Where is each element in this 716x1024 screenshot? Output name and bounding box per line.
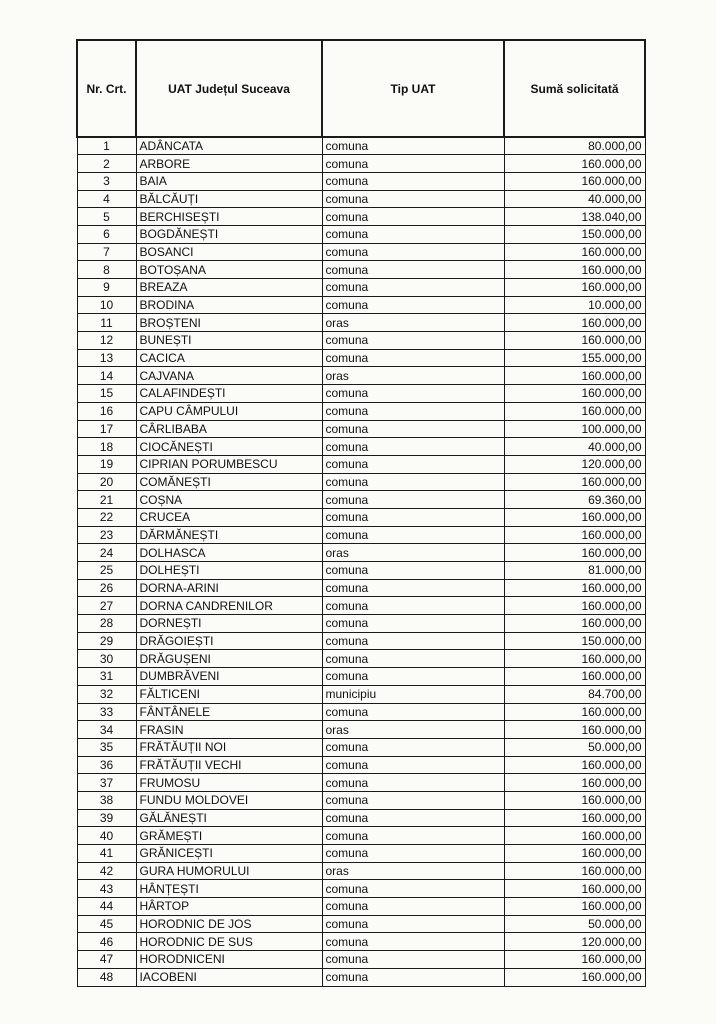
table-row [77,314,645,332]
cell-suma-solicitata: 160.000,00 [504,597,645,615]
cell-suma-solicitata: 160.000,00 [504,703,645,721]
cell-suma-solicitata: 160.000,00 [504,774,645,792]
table-row [77,491,645,509]
cell-suma-solicitata: 160.000,00 [504,791,645,809]
cell-tip-uat: comuna [322,615,504,633]
cell-tip-uat: comuna [322,703,504,721]
table-row [77,668,645,686]
cell-tip-uat: comuna [322,296,504,314]
cell-suma-solicitata: 160.000,00 [504,172,645,190]
cell-suma-solicitata: 80.000,00 [504,137,645,155]
cell-tip-uat: comuna [322,827,504,845]
cell-uat-name: CIPRIAN PORUMBESCU [136,455,322,473]
cell-uat-name: CAJVANA [136,367,322,385]
uat-table [76,39,646,987]
table-row [77,632,645,650]
cell-tip-uat: comuna [322,933,504,951]
cell-suma-solicitata: 160.000,00 [504,508,645,526]
cell-suma-solicitata: 160.000,00 [504,809,645,827]
cell-suma-solicitata: 50.000,00 [504,738,645,756]
cell-nr-crt: 16 [77,402,136,420]
cell-tip-uat: comuna [322,650,504,668]
cell-nr-crt: 41 [77,845,136,863]
cell-suma-solicitata: 10.000,00 [504,296,645,314]
cell-uat-name: HÂRTOP [136,898,322,916]
cell-tip-uat: comuna [322,845,504,863]
cell-nr-crt: 22 [77,508,136,526]
cell-uat-name: FRASIN [136,721,322,739]
cell-tip-uat: comuna [322,473,504,491]
cell-uat-name: HORODNIC DE SUS [136,933,322,951]
cell-nr-crt: 30 [77,650,136,668]
cell-uat-name: ADÂNCATA [136,137,322,155]
cell-suma-solicitata: 160.000,00 [504,155,645,173]
cell-nr-crt: 47 [77,951,136,969]
cell-tip-uat: oras [322,544,504,562]
cell-nr-crt: 9 [77,279,136,297]
cell-suma-solicitata: 120.000,00 [504,455,645,473]
cell-suma-solicitata: 160.000,00 [504,650,645,668]
cell-uat-name: BAIA [136,172,322,190]
cell-tip-uat: comuna [322,579,504,597]
cell-suma-solicitata: 160.000,00 [504,314,645,332]
cell-nr-crt: 48 [77,968,136,986]
cell-nr-crt: 28 [77,615,136,633]
cell-uat-name: HORODNIC DE JOS [136,915,322,933]
cell-suma-solicitata: 160.000,00 [504,898,645,916]
cell-uat-name: CIOCĂNEȘTI [136,438,322,456]
table-header [77,40,645,137]
cell-tip-uat: comuna [322,243,504,261]
cell-uat-name: DORNA CANDRENILOR [136,597,322,615]
cell-nr-crt: 44 [77,898,136,916]
cell-uat-name: FÂNTÂNELE [136,703,322,721]
cell-tip-uat: comuna [322,562,504,580]
cell-suma-solicitata: 160.000,00 [504,579,645,597]
cell-uat-name: COMĂNEȘTI [136,473,322,491]
table-row [77,296,645,314]
table-row [77,190,645,208]
cell-suma-solicitata: 150.000,00 [504,632,645,650]
cell-nr-crt: 35 [77,738,136,756]
cell-tip-uat: comuna [322,632,504,650]
cell-nr-crt: 7 [77,243,136,261]
table-row [77,774,645,792]
cell-suma-solicitata: 155.000,00 [504,349,645,367]
cell-uat-name: FĂLTICENI [136,685,322,703]
cell-suma-solicitata: 40.000,00 [504,438,645,456]
cell-tip-uat: comuna [322,349,504,367]
cell-uat-name: FRUMOSU [136,774,322,792]
cell-uat-name: DRĂGUȘENI [136,650,322,668]
cell-tip-uat: comuna [322,951,504,969]
cell-nr-crt: 2 [77,155,136,173]
cell-tip-uat: comuna [322,809,504,827]
cell-suma-solicitata: 160.000,00 [504,615,645,633]
cell-tip-uat: comuna [322,208,504,226]
cell-tip-uat: comuna [322,137,504,155]
cell-uat-name: GRĂNICEȘTI [136,845,322,863]
cell-suma-solicitata: 160.000,00 [504,385,645,403]
cell-uat-name: CRUCEA [136,508,322,526]
cell-tip-uat: comuna [322,526,504,544]
cell-suma-solicitata: 160.000,00 [504,968,645,986]
cell-nr-crt: 18 [77,438,136,456]
table-row [77,827,645,845]
table-row [77,721,645,739]
table-row [77,791,645,809]
cell-suma-solicitata: 160.000,00 [504,279,645,297]
cell-uat-name: DOLHASCA [136,544,322,562]
cell-nr-crt: 21 [77,491,136,509]
cell-tip-uat: comuna [322,597,504,615]
table-row [77,332,645,350]
table-row [77,544,645,562]
cell-tip-uat: comuna [322,880,504,898]
cell-nr-crt: 3 [77,172,136,190]
cell-suma-solicitata: 160.000,00 [504,845,645,863]
table-row [77,526,645,544]
cell-tip-uat: comuna [322,438,504,456]
table-row [77,862,645,880]
cell-nr-crt: 42 [77,862,136,880]
table-row [77,915,645,933]
cell-uat-name: BREAZA [136,279,322,297]
cell-nr-crt: 25 [77,562,136,580]
cell-suma-solicitata: 160.000,00 [504,473,645,491]
table-row [77,367,645,385]
cell-suma-solicitata: 120.000,00 [504,933,645,951]
cell-nr-crt: 36 [77,756,136,774]
cell-nr-crt: 17 [77,420,136,438]
cell-uat-name: DORNEȘTI [136,615,322,633]
cell-uat-name: CALAFINDEȘTI [136,385,322,403]
cell-nr-crt: 43 [77,880,136,898]
table-row [77,809,645,827]
cell-tip-uat: comuna [322,385,504,403]
cell-uat-name: CAPU CÂMPULUI [136,402,322,420]
cell-suma-solicitata: 160.000,00 [504,880,645,898]
cell-tip-uat: comuna [322,738,504,756]
cell-nr-crt: 37 [77,774,136,792]
table-row [77,349,645,367]
cell-nr-crt: 6 [77,225,136,243]
table-row [77,243,645,261]
cell-uat-name: BERCHISEȘTI [136,208,322,226]
cell-uat-name: BĂLCĂUȚI [136,190,322,208]
cell-tip-uat: comuna [322,225,504,243]
table-row [77,420,645,438]
cell-nr-crt: 45 [77,915,136,933]
cell-uat-name: GĂLĂNEȘTI [136,809,322,827]
table-row [77,508,645,526]
cell-tip-uat: comuna [322,332,504,350]
table-row [77,898,645,916]
cell-uat-name: HORODNICENI [136,951,322,969]
cell-nr-crt: 13 [77,349,136,367]
cell-suma-solicitata: 138.040,00 [504,208,645,226]
cell-nr-crt: 8 [77,261,136,279]
cell-nr-crt: 34 [77,721,136,739]
cell-uat-name: IACOBENI [136,968,322,986]
cell-uat-name: GURA HUMORULUI [136,862,322,880]
table-row [77,261,645,279]
cell-tip-uat: comuna [322,491,504,509]
cell-uat-name: BRODINA [136,296,322,314]
cell-uat-name: CÂRLIBABA [136,420,322,438]
table-row [77,579,645,597]
cell-tip-uat: comuna [322,172,504,190]
cell-tip-uat: comuna [322,261,504,279]
cell-tip-uat: comuna [322,155,504,173]
table-row [77,933,645,951]
cell-tip-uat: comuna [322,774,504,792]
cell-uat-name: BOTOȘANA [136,261,322,279]
table-row [77,473,645,491]
cell-nr-crt: 32 [77,685,136,703]
cell-uat-name: DOLHEȘTI [136,562,322,580]
table-row [77,208,645,226]
cell-suma-solicitata: 40.000,00 [504,190,645,208]
cell-suma-solicitata: 160.000,00 [504,332,645,350]
table-row [77,738,645,756]
header-row [77,40,645,137]
cell-nr-crt: 14 [77,367,136,385]
cell-tip-uat: comuna [322,190,504,208]
cell-suma-solicitata: 160.000,00 [504,526,645,544]
cell-nr-crt: 5 [77,208,136,226]
cell-tip-uat: municipiu [322,685,504,703]
cell-suma-solicitata: 160.000,00 [504,261,645,279]
cell-nr-crt: 31 [77,668,136,686]
cell-nr-crt: 24 [77,544,136,562]
cell-tip-uat: oras [322,721,504,739]
cell-nr-crt: 23 [77,526,136,544]
cell-tip-uat: oras [322,367,504,385]
cell-uat-name: ARBORE [136,155,322,173]
table-row [77,137,645,155]
table-row [77,968,645,986]
table-row [77,951,645,969]
table-row [77,703,645,721]
cell-suma-solicitata: 50.000,00 [504,915,645,933]
cell-uat-name: FUNDU MOLDOVEI [136,791,322,809]
table-row [77,385,645,403]
cell-suma-solicitata: 160.000,00 [504,756,645,774]
cell-tip-uat: comuna [322,898,504,916]
table-row [77,279,645,297]
cell-nr-crt: 40 [77,827,136,845]
cell-nr-crt: 46 [77,933,136,951]
cell-uat-name: FRĂTĂUȚII NOI [136,738,322,756]
cell-uat-name: CACICA [136,349,322,367]
cell-uat-name: DUMBRĂVENI [136,668,322,686]
table-row [77,845,645,863]
cell-suma-solicitata: 160.000,00 [504,827,645,845]
cell-nr-crt: 12 [77,332,136,350]
cell-suma-solicitata: 160.000,00 [504,951,645,969]
cell-nr-crt: 27 [77,597,136,615]
table-row [77,756,645,774]
cell-nr-crt: 11 [77,314,136,332]
table-row [77,155,645,173]
cell-nr-crt: 19 [77,455,136,473]
cell-nr-crt: 1 [77,137,136,155]
table-row [77,562,645,580]
cell-suma-solicitata: 81.000,00 [504,562,645,580]
table-row [77,650,645,668]
table-row [77,225,645,243]
cell-uat-name: BROȘTENI [136,314,322,332]
cell-suma-solicitata: 160.000,00 [504,367,645,385]
header-suma-solicitata: Sumă solicitată [504,40,645,137]
header-uat-name: UAT Județul Suceava [136,40,322,137]
cell-suma-solicitata: 69.360,00 [504,491,645,509]
cell-suma-solicitata: 160.000,00 [504,243,645,261]
cell-uat-name: DORNA-ARINI [136,579,322,597]
cell-uat-name: COȘNA [136,491,322,509]
cell-nr-crt: 33 [77,703,136,721]
cell-nr-crt: 29 [77,632,136,650]
cell-uat-name: DĂRMĂNEȘTI [136,526,322,544]
cell-tip-uat: comuna [322,508,504,526]
cell-nr-crt: 15 [77,385,136,403]
cell-tip-uat: comuna [322,279,504,297]
cell-tip-uat: oras [322,862,504,880]
cell-nr-crt: 39 [77,809,136,827]
cell-suma-solicitata: 84.700,00 [504,685,645,703]
table-row [77,172,645,190]
table-row [77,880,645,898]
header-nr-crt: Nr. Crt. [77,40,136,137]
cell-uat-name: BUNEȘTI [136,332,322,350]
cell-tip-uat: comuna [322,455,504,473]
cell-tip-uat: comuna [322,915,504,933]
cell-tip-uat: comuna [322,791,504,809]
cell-nr-crt: 4 [77,190,136,208]
table-row [77,597,645,615]
table-row [77,402,645,420]
cell-uat-name: BOSANCI [136,243,322,261]
cell-uat-name: GRĂMEȘTI [136,827,322,845]
cell-suma-solicitata: 160.000,00 [504,668,645,686]
cell-nr-crt: 26 [77,579,136,597]
cell-suma-solicitata: 150.000,00 [504,225,645,243]
cell-tip-uat: comuna [322,668,504,686]
cell-suma-solicitata: 100.000,00 [504,420,645,438]
cell-nr-crt: 10 [77,296,136,314]
cell-uat-name: BOGDĂNEȘTI [136,225,322,243]
table-row [77,615,645,633]
cell-tip-uat: oras [322,314,504,332]
table-row [77,685,645,703]
table-row [77,455,645,473]
cell-uat-name: DRĂGOIEȘTI [136,632,322,650]
table-row [77,438,645,456]
cell-tip-uat: comuna [322,756,504,774]
cell-suma-solicitata: 160.000,00 [504,721,645,739]
cell-suma-solicitata: 160.000,00 [504,544,645,562]
cell-suma-solicitata: 160.000,00 [504,402,645,420]
cell-uat-name: FRĂTĂUȚII VECHI [136,756,322,774]
header-tip-uat: Tip UAT [322,40,504,137]
cell-tip-uat: comuna [322,968,504,986]
table-body [77,137,645,986]
cell-suma-solicitata: 160.000,00 [504,862,645,880]
cell-nr-crt: 20 [77,473,136,491]
cell-tip-uat: comuna [322,420,504,438]
cell-tip-uat: comuna [322,402,504,420]
cell-uat-name: HÂNȚEȘTI [136,880,322,898]
cell-nr-crt: 38 [77,791,136,809]
